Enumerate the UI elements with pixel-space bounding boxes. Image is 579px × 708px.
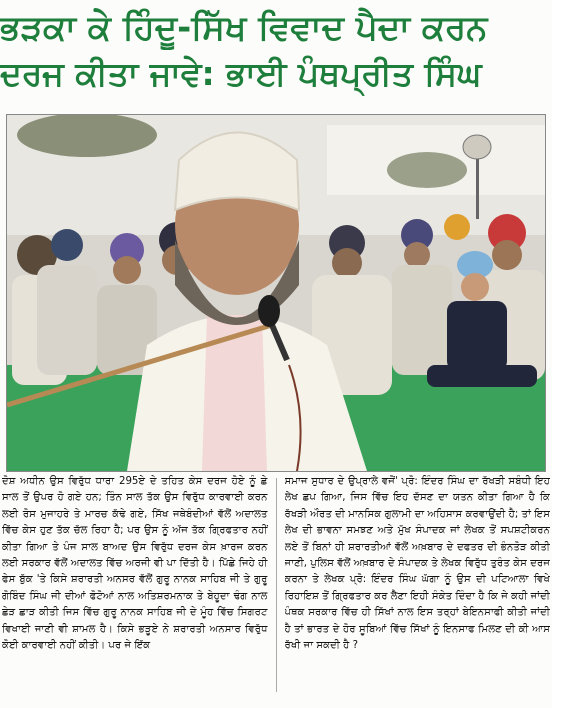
news-photo bbox=[6, 114, 546, 472]
tree-canopy bbox=[387, 152, 467, 188]
article-column-left: ਦੋਸ਼ ਅਧੀਨ ਉਸ ਵਿਰੁੱਧ ਧਾਰਾ 295ਏ ਦੇ ਤਹਿਤ ਕੇਸ ਦਰਜ ਹੋਏ ਨੂੰ ਛੇ ਸਾਲ ਤੋਂ ਉਪਰ ਹੋ ਗਏ ਹਨ; ਤਿੰਨ ਸਾਲ ਤੱਕ ਉਸ ਵਿਰੁੱਧ ਕਾਰਵਾਈ ਕਰਨ ਲਈ ਰੋਸ ਮੁਜਾਹਰੇ ਤੇ ਮਾਰਚ ਕੱਢੇ ਗਏ, ਸਿੱਖ ਜਥੇਬੰਦੀਆਂ ਵੱਲੋਂ ਅਦਾਲਤ ਵਿੱਚ ਕੇਸ ਹੁਣ ਤੱਕ ਚੱਲ ਰਿਹਾ ਹੈ; ਪਰ ਉਸ ਨੂੰ ਅੱਜ ਤੱਕ ਗ੍ਰਿਫਤਾਰ ਨਹੀਂ ਕੀਤਾ ਗਿਆ ਤੇ ਪੰਜ ਸਾਲ ਬਾਅਦ ਉਸ ਵਿਰੁੱਧ ਦਰਜ ਕੇਸ ਖ਼ਾਰਜ ਕਰਨ ਲਈ ਸਰਕਾਰ ਵੱਲੋਂ ਅਦਾਲਤ ਵਿੱਚ ਅਰਜੀ ਵੀ ਪਾ ਦਿੱਤੀ ਹੈ। ਪਿੱਛੇ ਜਿਹੇ ਹੀ ਫੇਸ ਬੁੱਕ 'ਤੇ ਕਿਸੇ ਸ਼ਰਾਰਤੀ ਅਨਸਰ ਵੱਲੋਂ ਗੁਰੂ ਨਾਨਕ ਸਾਹਿਬ ਜੀ ਤੇ ਗੁਰੂ ਗੋਬਿੰਦ ਸਿੰਘ ਜੀ ਦੀਆਂ ਫੋਟੋਆਂ ਨਾਲ ਅਤਿਸ਼ਰਮਨਾਕ ਤੇ ਬੇਹੂਦਾ ਢੰਗ ਨਾਲ ਛੇੜ ਛਾੜ ਕੀਤੀ ਜਿਸ ਵਿੱਚ ਗੁਰੂ ਨਾਨਕ ਸਾਹਿਬ ਜੀ ਦੇ ਮੂੰਹ ਵਿੱਚ ਸਿਗਰਟ ਵਿਖਾਈ ਜਾਣੀ ਵੀ ਸ਼ਾਮਲ ਹੈ। ਕਿਸੇ ਭੜੂਏ ਨੇ ਸ਼ਰਾਰਤੀ ਅਨਸਾਰ ਵਿਰੁੱਧ ਕੋਈ ਕਾਰਵਾਈ ਨਹੀਂ ਕੀਤੀ। ਪਰ ਜੇ ਇੱਕ bbox=[2, 476, 268, 652]
headline-line-1: ਭੜਕਾ ਕੇ ਹਿੰਦੂ-ਸਿੱਖ ਵਿਵਾਦ ਪੈਦਾ ਕਰਨ bbox=[0, 8, 488, 48]
loudspeaker-pole bbox=[476, 159, 479, 219]
article-column-right: ਸਮਾਜ ਸੁਧਾਰ ਦੇ ਉਪ੍ਰਾਲੇ ਵਜੋਂ' ਪ੍ਰੋ: ਇੰਦਰ ਸਿੰਘ ਦਾ ਰੱਖੜੀ ਸਬੰਧੀ ਇਹ ਲੇਖ ਛਪ ਗਿਆ, ਜਿਸ ਵਿੱਚ ਇਹ ਦੱਸਣ ਦਾ ਯਤਨ ਕੀਤਾ ਗਿਆ ਹੈ ਕਿ ਰੱਖੜੀ ਔਰਤ ਦੀ ਮਾਨਸਿਕ ਗੁਲਾਮੀ ਦਾ ਅਹਿਸਾਸ ਕਰਵਾਉਂਦੀ ਹੈ; ਤਾਂ ਇਸ ਲੇਖ ਦੀ ਭਾਵਨਾ ਸਮਝਣ ਅਤੇ ਮੁੱਖ ਸੰਪਾਦਕ ਜਾਂ ਲੇਖਕ ਤੋਂ ਸਪਸ਼ਟੀਕਰਨ ਲਏ ਤੋਂ ਬਿਨਾਂ ਹੀ ਸ਼ਰਾਰਤੀਆਂ ਵੱਲੋਂ ਅਖ਼ਬਾਰ ਦੇ ਦਫਤਰ ਦੀ ਭੰਨਤੋੜ ਕੀਤੀ ਜਾਣੀ, ਪੁਲਿਸ ਵੱਲੋਂ ਅਖ਼ਬਾਰ ਦੇ ਸੰਪਾਦਕ ਤੇ ਲੇਖਕ ਵਿਰੁੱਧ ਤੁਰੰਤ ਕੇਸ ਦਰਜ ਕਰਨਾ ਤੇ ਲੇਖਕ ਪ੍ਰੋ: ਇੰਦਰ ਸਿੰਘ ਘੱਗਾ ਨੂੰ ਉਸ ਦੀ ਪਟਿਆਲਾ ਵਿਖੇ ਰਿਹਾਇਸ਼ ਤੋਂ ਗ੍ਰਿਫਤਾਰ ਕਰ ਲੈਣਾ ਇਹੀ ਸੰਕੇਤ ਦਿੰਦਾ ਹੈ ਕਿ ਜੇ ਕਹੀ ਜਾਂਦੀ ਪੰਥਕ ਸਰਕਾਰ ਵਿੱਚ ਹੀ ਸਿੱਖਾਂ ਨਾਲ ਇਸ ਤਰ੍ਹਾਂ ਬੇਇਨਸਾਫੀ ਕੀਤੀ ਜਾਂਦੀ ਹੈ ਤਾਂ ਭਾਰਤ ਦੇ ਹੋਰ ਸੂਬਿਆਂ ਵਿੱਚ ਸਿੱਖਾਂ ਨੂੰ ਇਨਸਾਫ ਮਿਲਣ ਦੀ ਕੀ ਆਸ ਰੱਖੀ ਜਾ ਸਕਦੀ ਹੈ ? bbox=[284, 476, 550, 652]
loudspeaker-horn bbox=[463, 135, 491, 159]
page-margin bbox=[552, 0, 579, 708]
column-divider bbox=[276, 478, 277, 692]
headline-line-2: ਦਰਜ ਕੀਤਾ ਜਾਵੇ: ਭਾਈ ਪੰਥਪ੍ਰੀਤ ਸਿੰਘ bbox=[0, 54, 482, 93]
tree-canopy bbox=[17, 115, 157, 157]
article-body bbox=[2, 474, 550, 696]
photo-illustration bbox=[7, 115, 545, 471]
